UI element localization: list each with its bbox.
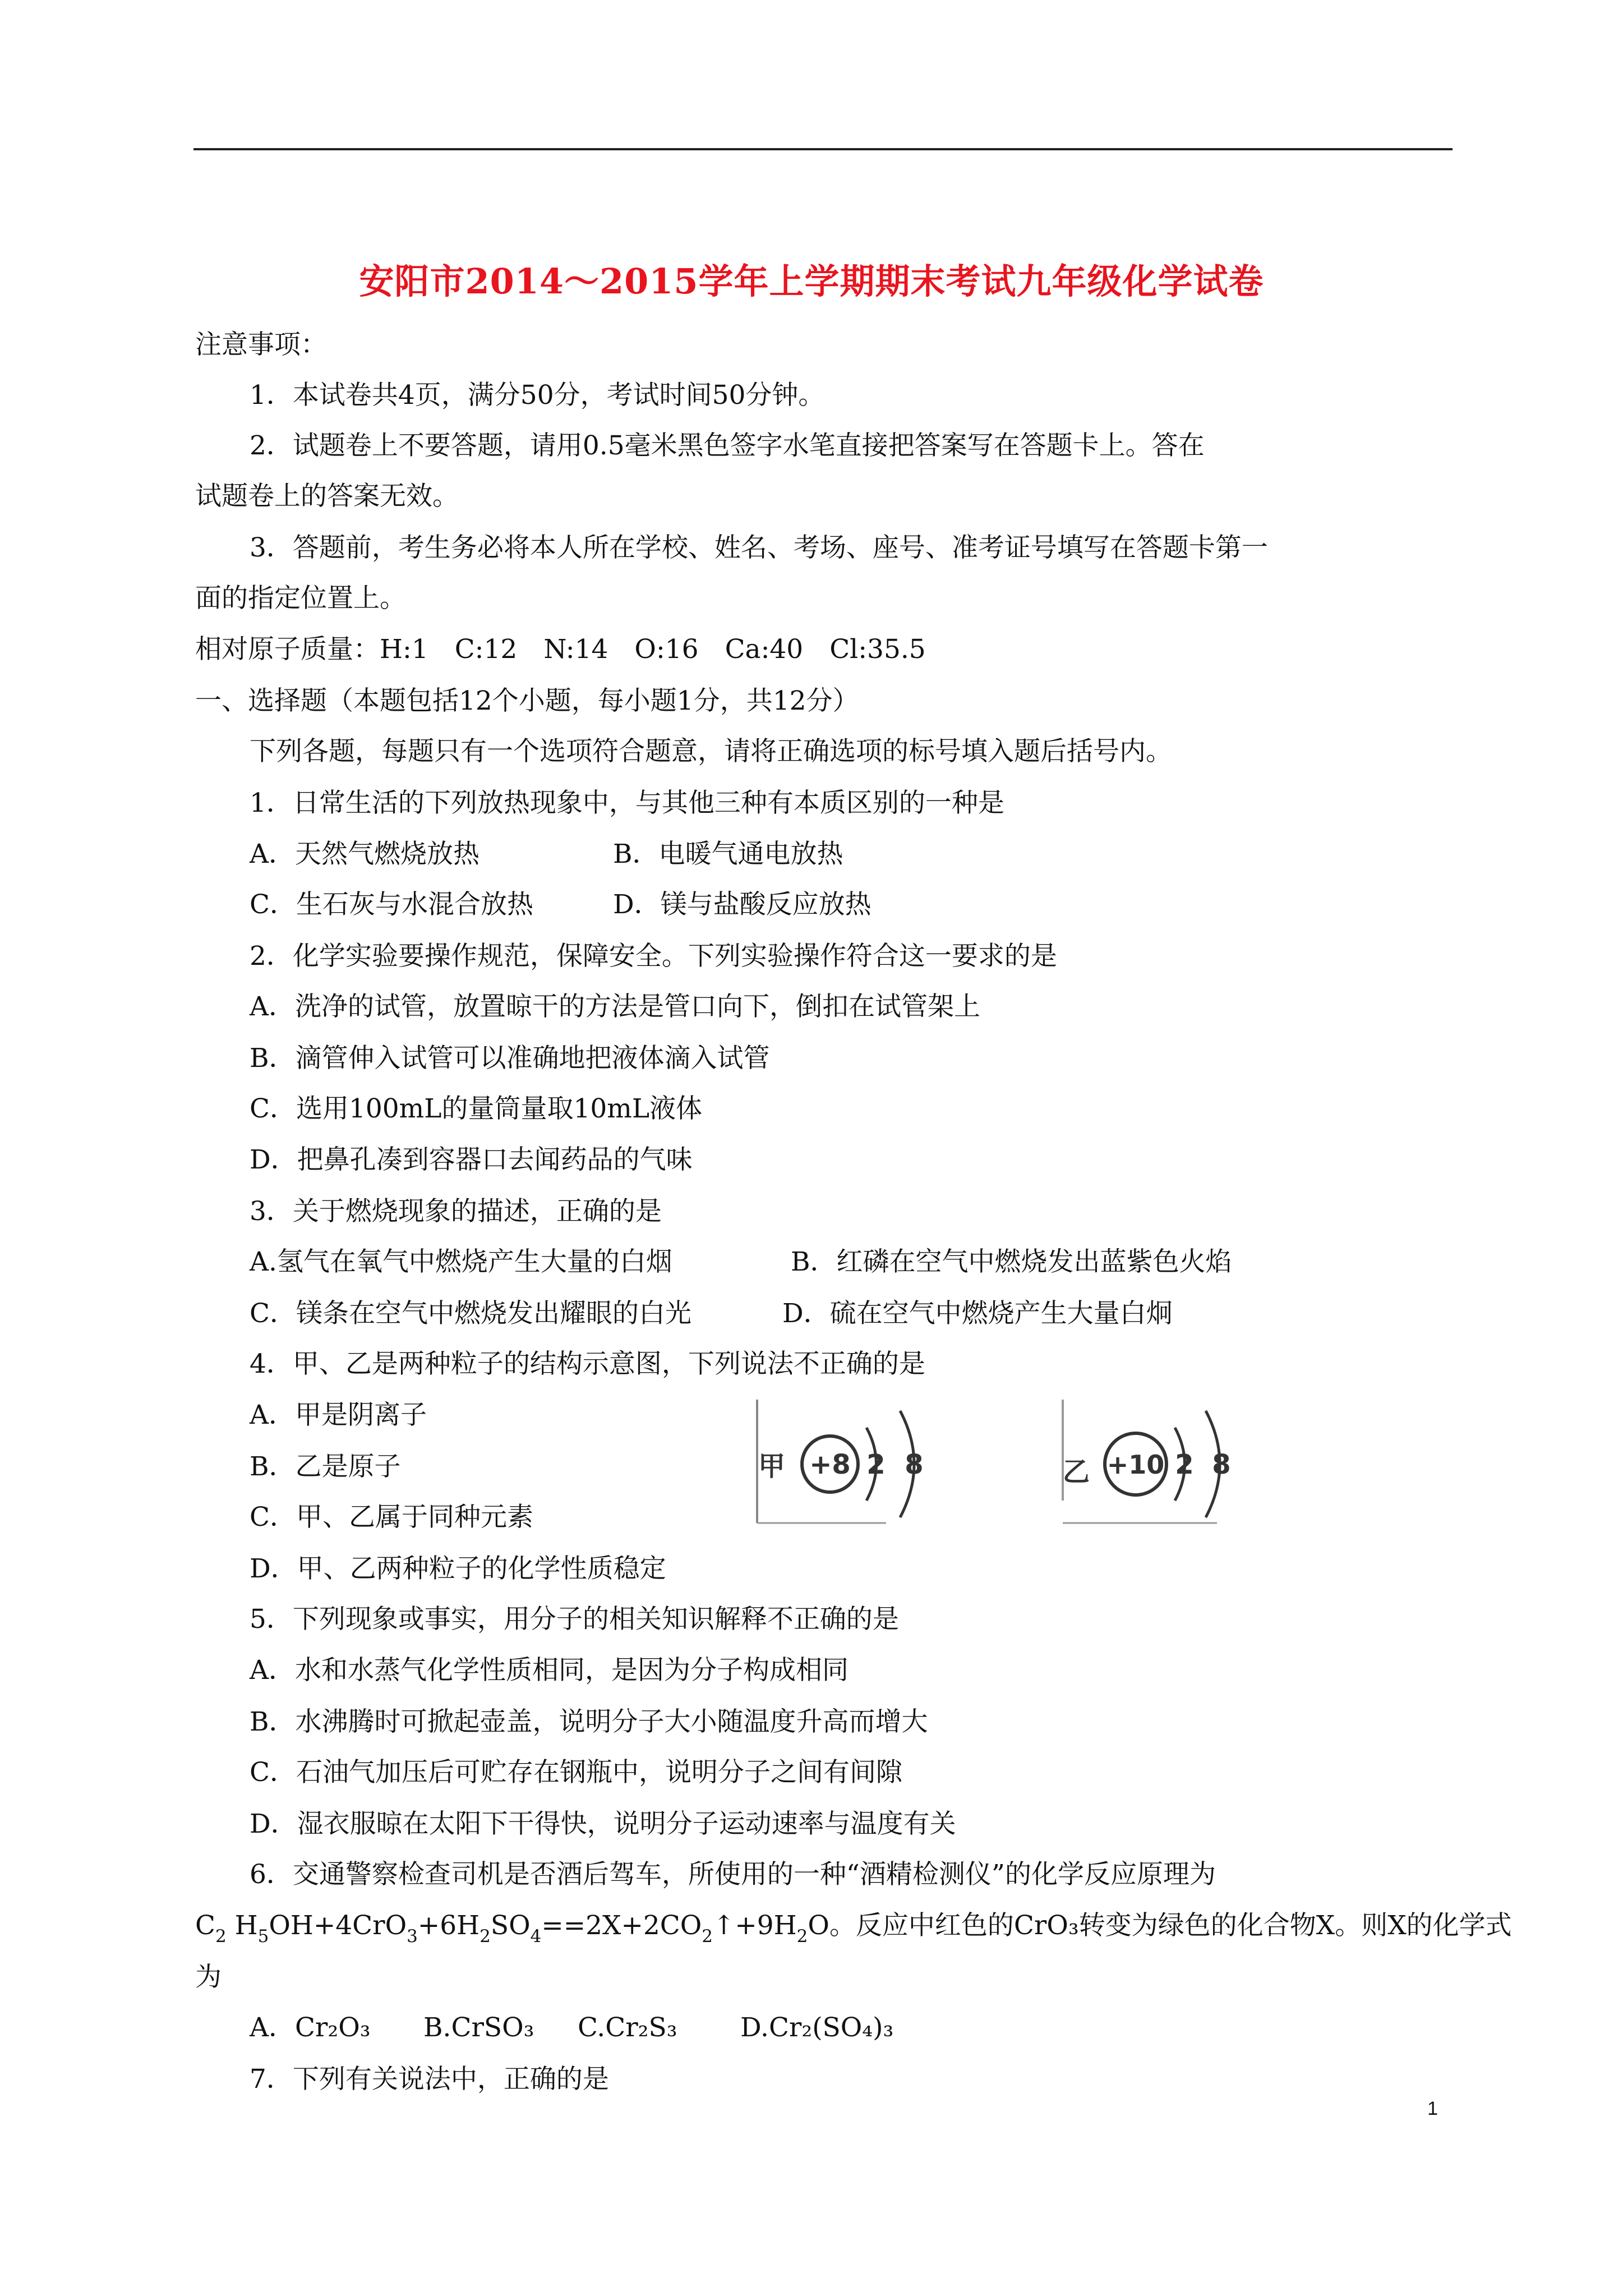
q3-option-b: B．红磷在空气中燃烧发出蓝紫色火焰: [791, 1246, 1232, 1277]
q6-reaction-equation: $C_2$ $H_5OH+4CrO_3+6H_2SO_4==2X+2CO_2↑+9H_2O$: [195, 1910, 829, 1947]
q3-option-c: C．镁条在空气中燃烧发出耀眼的白光: [250, 1298, 691, 1329]
atomic-masses: 相对原子质量：H:1 C:12 N:14 O:16 Ca:40 Cl:35.5: [195, 634, 926, 665]
q2-option-b: B．滴管伸入试管可以准确地把液体滴入试管: [250, 1043, 770, 1074]
q5-option-d: D．湿衣服晾在太阳下干得快，说明分子运动速率与温度有关: [250, 1809, 956, 1839]
q4-stem: 4．甲、乙是两种粒子的结构示意图，下列说法不正确的是: [250, 1349, 925, 1379]
page-number: 1: [1427, 2098, 1438, 2119]
jia-shell-1-count: 2: [866, 1449, 886, 1480]
notice-item-2a: 2．试题卷上不要答题，请用0.5毫米黑色签字水笔直接把答案写在答题卡上。答在: [250, 430, 1205, 461]
yi-shell-2-count: 8: [1212, 1449, 1231, 1480]
q5-stem: 5．下列现象或事实，用分子的相关知识解释不正确的是: [250, 1604, 899, 1635]
notice-item-2b: 试题卷上的答案无效。: [195, 481, 459, 512]
q3-stem: 3．关于燃烧现象的描述，正确的是: [250, 1196, 662, 1227]
q6-option-d: D.Cr₂(SO₄)₃: [740, 2012, 894, 2043]
q1-stem: 1．日常生活的下列放热现象中，与其他三种有本质区别的一种是: [250, 788, 1004, 818]
q1-option-b: B．电暖气通电放热: [613, 839, 843, 869]
jia-shell-2-count: 8: [905, 1449, 924, 1480]
yi-nucleus-charge: +10: [1106, 1450, 1165, 1480]
section1-heading: 一、选择题（本题包括12个小题，每小题1分，共12分）: [195, 685, 859, 716]
yi-shell-1-count: 2: [1175, 1449, 1194, 1480]
q6-equation-tail: 。反应中红色的CrO₃转变为绿色的化合物X。则X的化学式: [829, 1910, 1512, 1941]
q3-option-d: D．硫在空气中燃烧产生大量白炯: [782, 1298, 1173, 1329]
notice-item-3b: 面的指定位置上。: [195, 583, 406, 614]
q2-option-c: C．选用100mL的量筒量取10mL液体: [250, 1093, 703, 1124]
q5-option-a: A．水和水蒸气化学性质相同，是因为分子构成相同: [250, 1655, 849, 1686]
jia-nucleus-charge: +8: [809, 1449, 851, 1480]
section1-instruction: 下列各题，每题只有一个选项符合题意，请将正确选项的标号填入题后括号内。: [250, 736, 1172, 767]
q6-option-b: B.CrSO₃: [423, 2012, 534, 2043]
q6-option-c: C.Cr₂S₃: [578, 2012, 677, 2043]
q4-option-c: C．甲、乙属于同种元素: [250, 1502, 533, 1533]
notice-item-1: 1．本试卷共4页，满分50分，考试时间50分钟。: [250, 380, 825, 411]
jia-label: 甲: [758, 1451, 786, 1482]
q4-option-d: D．甲、乙两种粒子的化学性质稳定: [250, 1553, 666, 1584]
q5-option-c: C．石油气加压后可贮存在钢瓶中，说明分子之间有间隙: [250, 1757, 902, 1788]
q7-stem: 7．下列有关说法中，正确的是: [250, 2064, 609, 2095]
q3-option-a: A.氢气在氧气中燃烧产生大量的白烟: [250, 1246, 672, 1277]
yi-label: 乙: [1063, 1456, 1090, 1488]
q1-option-c: C．生石灰与水混合放热: [250, 889, 533, 920]
q2-option-a: A．洗净的试管，放置晾干的方法是管口向下，倒扣在试管架上: [250, 991, 980, 1022]
q6-option-a: A．Cr₂O₃: [250, 2012, 371, 2043]
q6-stem: 6．交通警察检查司机是否酒后驾车，所使用的一种“酒精检测仪”的化学反应原理为: [250, 1859, 1216, 1890]
q4-option-b: B．乙是原子: [250, 1451, 401, 1482]
notice-item-3a: 3．答题前，考生务必将本人所在学校、姓名、考场、座号、准考证号填写在答题卡第一: [250, 532, 1268, 563]
particle-structure-diagram: [751, 1388, 1256, 1557]
q2-option-d: D．把鼻孔凑到容器口去闻药品的气味: [250, 1144, 693, 1175]
q4-option-a: A．甲是阴离子: [250, 1400, 427, 1430]
q2-stem: 2．化学实验要操作规范，保障安全。下列实验操作符合这一要求的是: [250, 941, 1057, 972]
q1-option-d: D．镁与盐酸反应放热: [613, 889, 872, 920]
header-rule: [193, 148, 1453, 150]
exam-title: 安阳市2014～2015学年上学期期末考试九年级化学试卷: [359, 261, 1264, 302]
q6-stem-end: 为: [195, 1962, 222, 1993]
q6-equation-line: [195, 1909, 1512, 1945]
q1-option-a: A．天然气燃烧放热: [250, 839, 479, 869]
q5-option-b: B．水沸腾时可掀起壶盖，说明分子大小随温度升高而增大: [250, 1706, 928, 1737]
notice-heading: 注意事项：: [195, 329, 327, 360]
